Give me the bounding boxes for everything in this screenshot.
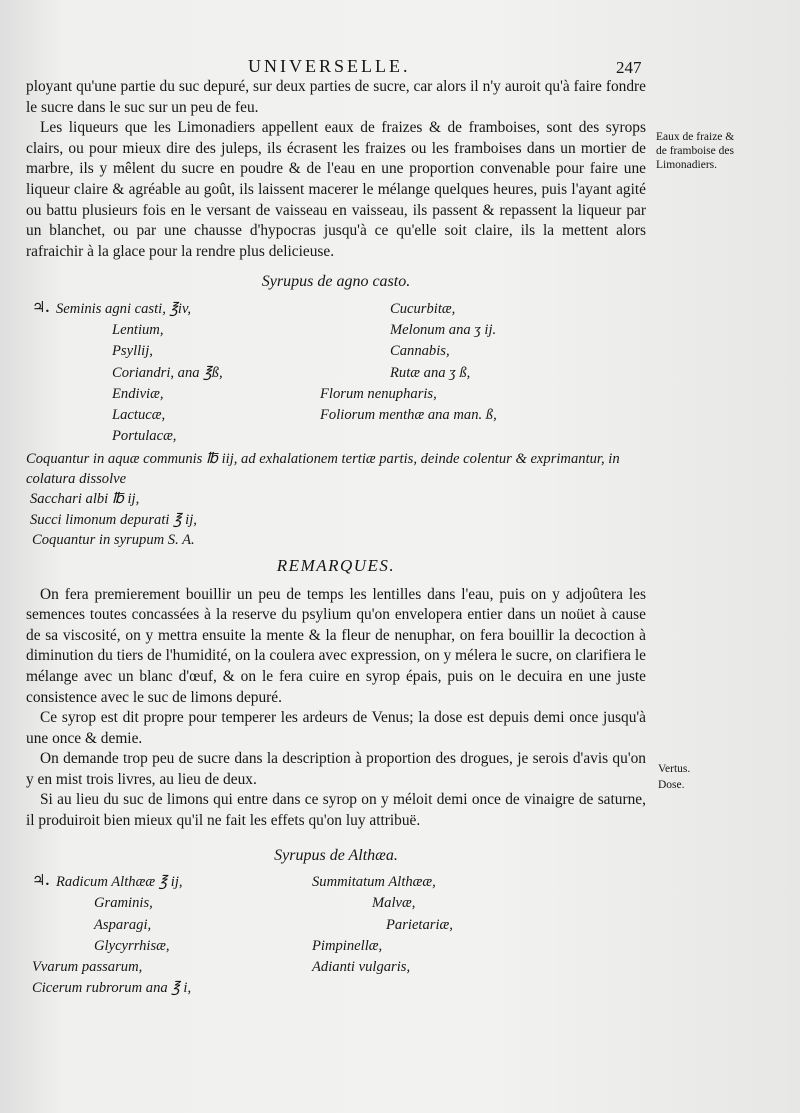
recipe-symbol: ♃. bbox=[32, 299, 50, 316]
ingredient-column-right bbox=[312, 872, 632, 978]
recipe-ingredients-agno-casto bbox=[26, 299, 646, 449]
main-text bbox=[26, 77, 646, 1002]
running-title: UNIVERSELLE. bbox=[248, 56, 411, 76]
remarque-paragraph: Ce syrop est dit propre pour temperer les ardeurs de Venus; la dose est depuis demi once jusqu'à une once & demie. bbox=[26, 709, 646, 747]
ingredient: Radicum Althææ ℥ ij, bbox=[56, 874, 183, 891]
ingredient: Psyllij, bbox=[112, 343, 153, 360]
ingredient: Foliorum menthæ ana man. ß, bbox=[320, 406, 497, 423]
ingredient: Parietariæ, bbox=[386, 916, 453, 933]
recipe-title-althaea: Syrupus de Althæa. bbox=[274, 846, 398, 864]
recipe-symbol: ♃. bbox=[32, 873, 50, 890]
remarques-heading: REMARQUES. bbox=[276, 555, 396, 575]
margin-note-dose: Dose. bbox=[658, 779, 685, 791]
margin-note-eaux-de-fraize: Eaux de fraize & de framboise des Limonadiers. bbox=[656, 131, 735, 171]
ingredient: Adianti vulgaris, bbox=[312, 959, 411, 976]
ingredient: Rutæ ana ʒ ß, bbox=[390, 364, 471, 381]
ingredient: Portulacæ, bbox=[112, 428, 177, 445]
ingredient: Pimpinellæ, bbox=[312, 937, 383, 954]
ingredient: Graminis, bbox=[94, 895, 153, 912]
ingredient: Summitatum Althææ, bbox=[312, 874, 436, 891]
remarque-paragraph: On demande trop peu de sucre dans la description à proportion des drogues, je serois d'avis qu'on y en mist trois livres, au lieu de deux. bbox=[26, 750, 646, 788]
ingredient: Lactucæ, bbox=[112, 406, 166, 423]
paragraph-limonadiers: Les liqueurs que les Limonadiers appellent eaux de fraizes & de framboises, sont des syrops clairs, ou pour mieux dire des juleps, ils écrasent les fraizes ou les framboises dans un mortier de marbre, ils y mêlent du sucre en poudre & de l'eau en une proportion convenable pour faire une liqueur claire & agréable au goût, ils laissent macerer le mélange quelques heures, puis l'ayant agité ou battu plusieurs fois en le versant de vaisseau en vaisseau, ils passent & repassent la liqueur par un blanchet, ou par une chausse d'hypocras jusqu'à ce qu'elle soit claire, ils la mettent alors rafraichir à la glace pour la rendre plus delicieuse. bbox=[26, 119, 646, 260]
recipe-title-agno-casto: Syrupus de agno casto. bbox=[261, 273, 411, 291]
instruction-line: Sacchari albi ℔ ij, bbox=[30, 491, 140, 508]
recipe-instructions-agno-casto bbox=[26, 449, 646, 550]
remarque-paragraph: Si au lieu du suc de limons qui entre dans ce syrop on y méloit demi once de vinaigre de saturne, il produiroit bien mieux qu'il ne fait les effets qu'on luy attribuë. bbox=[26, 791, 646, 830]
ingredient-column-right bbox=[320, 299, 640, 426]
ingredient: Lentium, bbox=[112, 322, 164, 339]
ingredient: Melonum ana ʒ ij. bbox=[390, 322, 497, 339]
instruction-line: Succi limonum depurati ℥ ij, bbox=[30, 511, 197, 528]
margin-note-vertus: Vertus. bbox=[658, 763, 691, 775]
remarque-paragraph: On fera premierement bouillir un peu de temps les lentilles dans l'eau, puis on y adjoûtera les semences toutes concassées à la reserve du psylium qu'on envelopera entier dans un noüet à cause de sa viscosité, on y mettra ensuite la mente & la fleur de nenuphar, on fera bouillir la decoction à diminution du tiers de l'humidité, on la coulera avec expression, on y mélera le sucre, on clarifiera le mélange avec un blanc d'œuf, & on le fera cuire en syrop épais, puis on le decuira en une juste consistence avec le suc de limons depuré. bbox=[26, 585, 646, 706]
ingredient: Seminis agni casti, ℥iv, bbox=[56, 300, 192, 317]
ingredient: Cicerum rubrorum ana ℥ i, bbox=[32, 980, 192, 997]
instruction-line: Coquantur in syrupum S. A. bbox=[32, 531, 195, 548]
page-number: 247 bbox=[616, 58, 642, 77]
ingredient-column-left bbox=[32, 872, 332, 999]
ingredient: Vvarum passarum, bbox=[32, 959, 143, 976]
ingredient: Coriandri, ana ℥ß, bbox=[112, 364, 223, 381]
paragraph-continuation: ployant qu'une partie du suc depuré, sur deux parties de sucre, car alors il n'y auroit qu'à faire fondre le sucre dans le suc sur un peu de feu. bbox=[26, 78, 646, 116]
recipe-ingredients-althaea bbox=[26, 872, 646, 1002]
ingredient: Malvæ, bbox=[372, 895, 416, 912]
ingredient: Florum nenupharis, bbox=[320, 385, 437, 402]
ingredient: Cannabis, bbox=[390, 343, 450, 360]
ingredient: Asparagi, bbox=[94, 916, 152, 933]
ingredient: Glycyrrhisæ, bbox=[94, 937, 170, 954]
ingredient: Cucurbitæ, bbox=[390, 300, 456, 317]
ingredient: Endiviæ, bbox=[112, 385, 164, 402]
ingredient-column-left bbox=[32, 299, 332, 447]
instruction-line: Coquantur in aquæ communis ℔ iij, ad exhalationem tertiæ partis, deinde colentur & exprimantur, in colatura dissolve bbox=[26, 450, 620, 488]
